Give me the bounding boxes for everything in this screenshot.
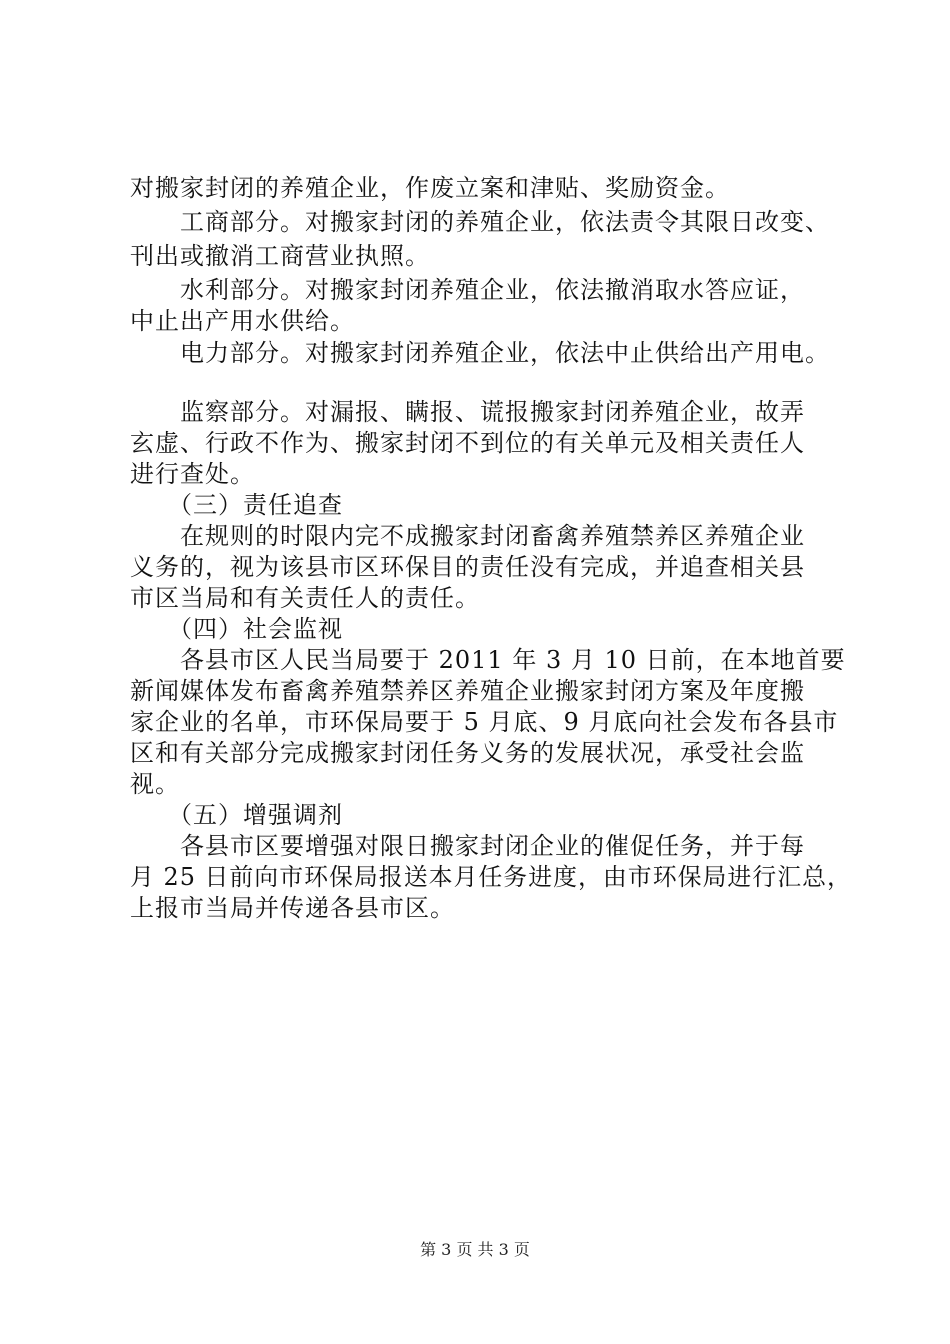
body-text-line: 月 25 日前向市环保局报送本月任务进度，由市环保局进行汇总，	[130, 863, 852, 891]
body-text-line: 工商部分。对搬家封闭的养殖企业，依法责令其限日改变、	[130, 208, 830, 236]
body-text-line: 区和有关部分完成搬家封闭任务义务的发展状况，承受社会监	[130, 739, 805, 767]
body-text-line: 水利部分。对搬家封闭养殖企业，依法撤消取水答应证，	[130, 276, 805, 304]
body-text-line: 中止出产用水供给。	[130, 307, 355, 335]
body-text-line: 视。	[130, 770, 180, 798]
body-text-line: 刊出或撤消工商营业执照。	[130, 242, 430, 270]
body-text-line: 上报市当局并传递各县市区。	[130, 894, 455, 922]
section-heading: （五）增强调剂	[130, 801, 343, 829]
section-heading: （四）社会监视	[130, 615, 343, 643]
body-text-line: 各县市区要增强对限日搬家封闭企业的催促任务，并于每	[130, 832, 805, 860]
section-heading: （三）责任追查	[130, 491, 343, 519]
page-footer: 第 3 页 共 3 页	[420, 1240, 530, 1259]
body-text-line: 新闻媒体发布畜禽养殖禁养区养殖企业搬家封闭方案及年度搬	[130, 677, 805, 705]
body-text-line: 家企业的名单，市环保局要于 5 月底、9 月底向社会发布各县市	[130, 708, 839, 736]
body-text-line: 各县市区人民当局要于 2011 年 3 月 10 日前，在本地首要	[130, 646, 846, 674]
body-text-line: 市区当局和有关责任人的责任。	[130, 584, 480, 612]
body-text-line: 进行查处。	[130, 460, 255, 488]
body-text-line: 监察部分。对漏报、瞒报、谎报搬家封闭养殖企业，故弄	[130, 398, 805, 426]
body-text-line: 电力部分。对搬家封闭养殖企业，依法中止供给出产用电。	[130, 339, 830, 367]
body-text-line: 对搬家封闭的养殖企业，作废立案和津贴、奖励资金。	[130, 174, 730, 202]
body-text-line: 玄虚、行政不作为、搬家封闭不到位的有关单元及相关责任人	[130, 429, 805, 457]
body-text-line: 在规则的时限内完不成搬家封闭畜禽养殖禁养区养殖企业	[130, 522, 805, 550]
body-text-line: 义务的，视为该县市区环保目的责任没有完成，并追查相关县	[130, 553, 805, 581]
